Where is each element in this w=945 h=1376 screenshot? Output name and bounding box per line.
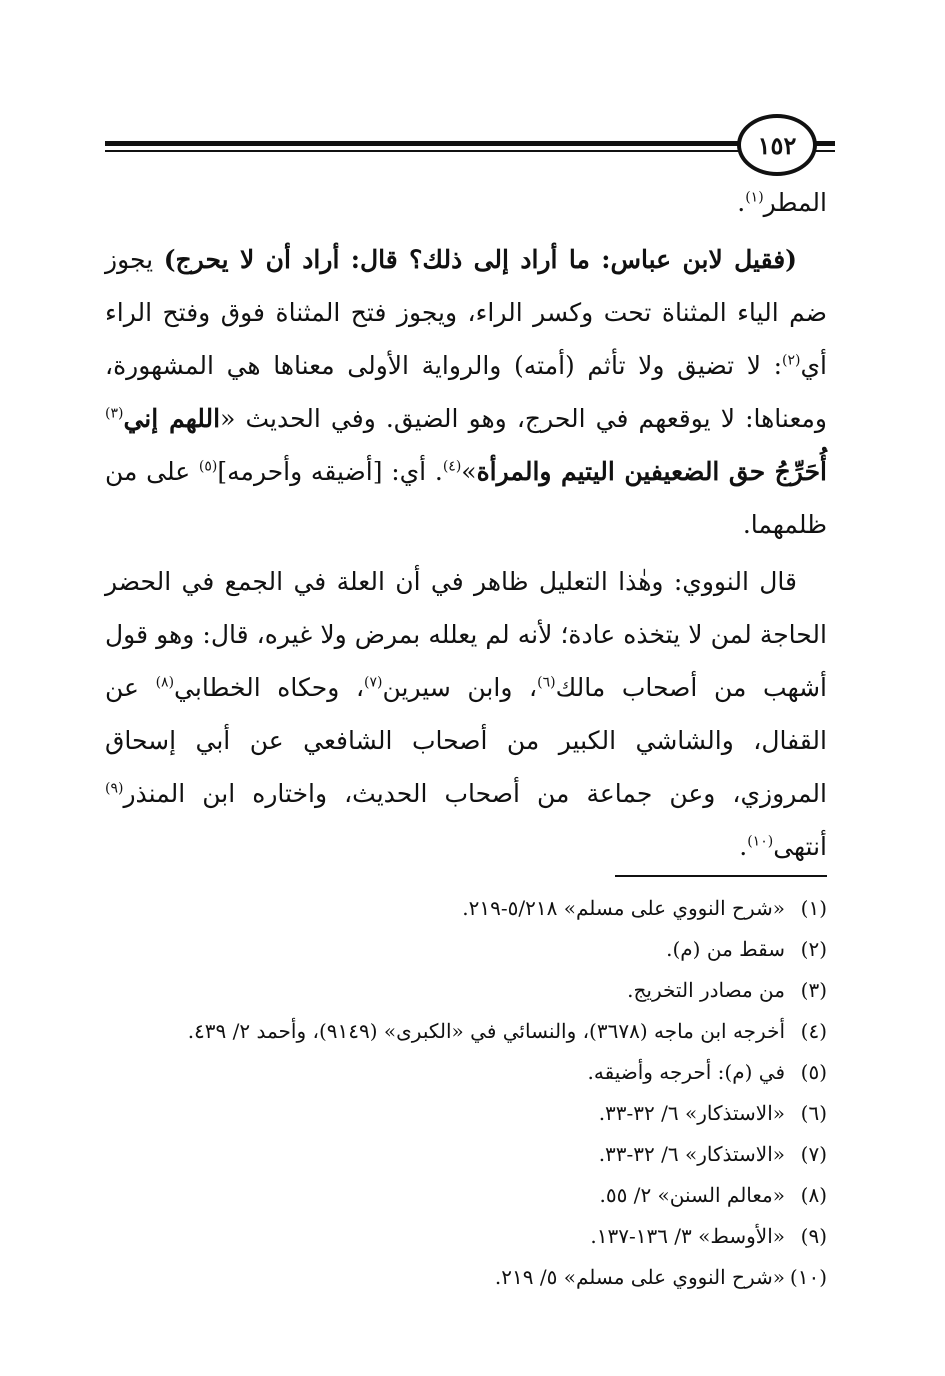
footnote-number: (٨) [800, 1183, 827, 1207]
footnote [105, 1216, 827, 1257]
footnote [105, 888, 827, 929]
paragraph-3 [105, 555, 827, 873]
footnote [105, 929, 827, 970]
text-segment: : لا تضيق ولا تأثم (أمته) والرواية الأولى معناها هي المشهورة، ومعناها: لا يوقعهم في الحرج، وهو الضيق. وفي الحديث « [105, 351, 827, 433]
footnote-marker: (٥) [198, 458, 218, 475]
text-segment: عن القفال، والشاشي الكبير من أصحاب الشافعي عن أبي إسحاق المروزي، وعن جماعة من أصحاب الحديث، واختاره ابن المنذر [105, 673, 827, 808]
footnote [105, 1093, 827, 1134]
footnote [105, 1134, 827, 1175]
footnote [105, 1052, 827, 1093]
text-segment: على من ظلمهما. [105, 457, 827, 539]
text-segment: أنتهى [773, 832, 827, 861]
footnote-marker: (٦) [537, 674, 556, 691]
text-segment: قال النووي: وهٰذا التعليل ظاهر في أن العلة في الجمع في الحضر الحاجة لمن لا يتخذه عادة؛ لأنه لم يعلله بمرض ولا غيره، قال: وهو قول أشهب من أصحاب مالك [105, 567, 827, 702]
footnote-text: في (م): أحرجه وأضيقه. [587, 1060, 785, 1084]
footnote-marker: (٩) [105, 780, 124, 797]
footnote-text: «شرح النووي على مسلم» ٥/٢١٨-٢١٩. [462, 896, 785, 920]
text-segment: (فقيل لابن عباس: ما أراد إلى ذلك؟ قال: أراد أن لا يحرج) [163, 245, 797, 274]
footnote-separator [615, 875, 827, 877]
header-rule-thick [105, 141, 835, 146]
text-segment: ، وابن سيرين [382, 673, 538, 702]
footnote-text: «الاستذكار» ٦/ ٣٢-٣٣. [598, 1101, 785, 1125]
text-segment: . [739, 832, 748, 861]
footnote-marker: (١) [745, 189, 764, 206]
footnote-text: أخرجه ابن ماجه (٣٦٧٨)، والنسائي في «الكبرى» (٩١٤٩)، وأحمد ٢/ ٤٣٩. [187, 1019, 785, 1043]
main-text [105, 176, 827, 873]
footnote-text: سقط من (م). [666, 937, 785, 961]
text-segment: . أي: [أضيقه وأحرمه] [217, 457, 443, 486]
footnote-number: (٣) [800, 978, 827, 1002]
page-number: ١٥٢ [737, 114, 817, 176]
footnote-marker: (٤) [442, 458, 462, 475]
header-rule-thin [105, 150, 835, 152]
paragraph-1 [105, 176, 827, 229]
footnote-marker: (١٠) [747, 833, 774, 850]
text-segment: اللهم إني [123, 404, 221, 433]
footnote-number: (٢) [800, 937, 827, 961]
footnote [105, 1175, 827, 1216]
footnote-text: «الأوسط» ٣/ ١٣٦-١٣٧. [590, 1224, 785, 1248]
footnote-number: (٩) [800, 1224, 827, 1248]
footnote-marker: (٨) [155, 674, 175, 691]
footnote [105, 1257, 827, 1298]
footnote [105, 1011, 827, 1052]
text-segment: يجوز ضم الياء المثناة تحت وكسر الراء، ويجوز فتح المثناة فوق وفتح الراء أي [105, 245, 827, 380]
paragraph-2 [105, 233, 827, 551]
footnote-number: (٥) [800, 1060, 827, 1084]
footnote-text: «شرح النووي على مسلم» ٥/ ٢١٩. [494, 1265, 785, 1289]
text-segment: المطر [763, 188, 827, 217]
footnote-number: (١) [800, 896, 827, 920]
footnote [105, 970, 827, 1011]
footnote-number: (٦) [800, 1101, 827, 1125]
footnote-marker: (٢) [782, 352, 801, 369]
text-segment: » [461, 457, 477, 486]
page-header [105, 112, 835, 172]
footnotes [105, 888, 827, 1298]
footnote-marker: (٣) [105, 405, 124, 422]
footnote-marker: (٧) [364, 674, 383, 691]
text-segment: ، وحكاه الخطابي [174, 673, 365, 702]
footnote-number: (٧) [800, 1142, 827, 1166]
footnote-text: «الاستذكار» ٦/ ٣٢-٣٣. [598, 1142, 785, 1166]
footnote-text: من مصادر التخريج. [627, 978, 785, 1002]
footnote-number: (١٠) [789, 1265, 827, 1289]
footnote-number: (٤) [800, 1019, 827, 1043]
footnote-text: «معالم السنن» ٢/ ٥٥. [599, 1183, 785, 1207]
text-segment: أُحَرِّجُ حق الضعيفين اليتيم والمرأة [476, 457, 827, 486]
text-segment: . [737, 188, 746, 217]
